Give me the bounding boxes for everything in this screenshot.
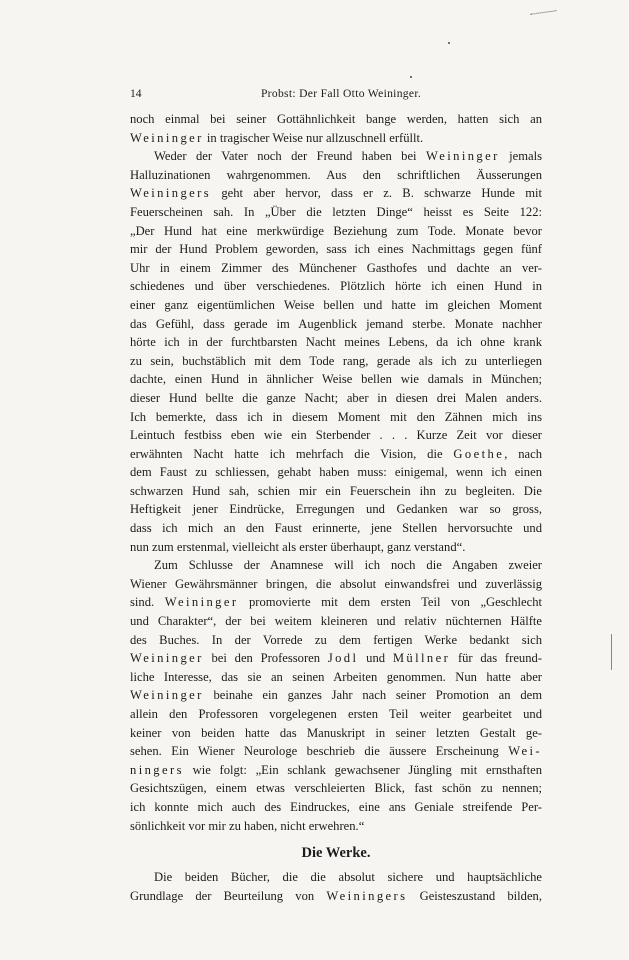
text-line: allein den Professoren vorgelegenen ersten Teil weiter gearbeitet und	[130, 707, 542, 721]
scan-edge-mark	[611, 634, 612, 670]
text-line: Halluzinationen wahrgenommen. Aus den schriftlichen Äusserungen	[130, 167, 542, 182]
body-text	[130, 110, 542, 905]
text-line: keiner von beiden hatte das Manuskript in seiner letzten Gestalt ge-	[130, 725, 542, 740]
text-line: das Gefühl, dass gerade im Augenblick jemand sterbe. Monate nachher	[130, 316, 542, 331]
spaced-name: Weininger	[130, 688, 204, 703]
text-line: Weininger in tragischer Weise nur allzuschnell erfüllt.	[130, 130, 424, 145]
text-line: Uhr in einem Zimmer des Münchener Gasthofes und dachte an ver-	[130, 260, 542, 275]
text-line: Weiningers geht aber hervor, dass er z. B. schwarze Hunde mit	[130, 186, 542, 201]
text-line: nun zum erstenmal, vielleicht als erster überhaupt, ganz verstand“.	[130, 539, 466, 554]
text-line: Leintuch festbiss eben wie ein Sterbender . . . Kurze Zeit vor dieser	[130, 428, 542, 443]
ink-smudge	[530, 2, 557, 15]
text-line: dem Faust zu schliessen, gehabt haben muss: einigemal, wenn ich einen	[130, 465, 542, 480]
text-line: hörte ich in der furchtbarsten Nacht meines Lebens, da ich ohne krank	[130, 335, 542, 350]
text-line: sönlichkeit vor mir zu haben, nicht erwehren.“	[130, 818, 365, 833]
text-line: Weininger beinahe ein ganzes Jahr nach seiner Promotion an dem	[130, 688, 542, 703]
text-line: schiedenes und über verschiedenes. Plötzlich hörte ich einen Hund in	[130, 279, 542, 294]
spaced-name: Weininger	[130, 651, 204, 666]
ink-speck	[410, 76, 412, 78]
text-line: einer ganz eigentümlichen Weise bellen und hatte im gleichen Moment	[130, 297, 542, 312]
spaced-name: Goethe	[453, 446, 505, 461]
text-line: sind. Weininger promovierte mit dem ersten Teil von „Geschlecht	[130, 595, 542, 610]
text-line: Die beiden Bücher, die die absolut sichere und hauptsächliche	[154, 870, 542, 885]
running-head	[130, 84, 542, 104]
text-line: sehen. Ein Wiener Neurologe beschrieb die äussere Erscheinung Wei-	[130, 744, 542, 759]
text-line: Grundlage der Beurteilung von Weiningers Geisteszustand bilden,	[130, 888, 542, 903]
spaced-name: Wei-	[508, 744, 542, 759]
section-heading: Die Werke.	[301, 845, 371, 862]
text-line: Weder der Vater noch der Freund haben bei Weininger jemals	[154, 149, 542, 164]
spaced-name: Weininger	[130, 130, 204, 145]
spaced-name: Jodl	[327, 651, 359, 666]
spaced-name: Weininger	[425, 149, 500, 164]
text-line: dachte, einen Hund in ähnlicher Weise bellen wie damals in München;	[130, 372, 542, 387]
text-line: dieser Hund bellte die ganze Nacht; aber in diesen drei Malen anders.	[130, 390, 542, 405]
ink-speck	[448, 42, 450, 44]
text-line: ningers wie folgt: „Ein schlank gewachsener Jüngling mit ernsthaften	[130, 762, 542, 777]
text-line: „Der Hund hat eine merkwürdige Beziehung zum Tode. Monate bevor	[130, 223, 542, 238]
text-line: des Buches. In der Vorrede zu dem fertigen Werke bedankt sich	[130, 632, 542, 647]
running-title: Probst: Der Fall Otto Weininger.	[260, 87, 422, 100]
page-number: 14	[130, 87, 142, 100]
text-line: Gesichtszügen, einem etwas verschleierten Blick, fast schön zu nennen;	[130, 781, 542, 796]
text-line: liche Interesse, das sie an seinen Arbeiten genommen. Nun hatte aber	[130, 669, 542, 684]
spaced-name: ningers	[130, 762, 184, 777]
text-line: zu sein, buchstäblich mit dem Tode rang, gerade als ich zu unterliegen	[130, 353, 542, 368]
spaced-name: Weiningers	[130, 186, 212, 201]
spaced-name: Weiningers	[326, 888, 408, 903]
text-line: dass ich mich an den Faust erinnerte, jene Stellen hervorsuchte und	[130, 521, 542, 536]
text-line: noch einmal bei seiner Gottähnlichkeit bange werden, hatten sich an	[130, 112, 542, 126]
spaced-name: Weininger	[164, 595, 239, 610]
text-line: schwarzen Hund sah, schien mir ein Feuerschein ihn zu begleiten. Die	[130, 483, 542, 498]
text-line: und Charakter“, der bei weitem kleineren und relativ nüchternen Hälfte	[130, 614, 542, 629]
text-line: Ich bemerkte, dass ich in diesem Moment mit den Zähnen mich ins	[130, 409, 542, 424]
text-line: Feuerscheinen sah. In „Über die letzten Dinge“ heisst es Seite 122:	[130, 204, 542, 219]
spaced-name: Müllner	[392, 651, 451, 666]
text-line: Wiener Gewährsmänner bringen, die absolut einwandsfrei und zuverlässig	[130, 576, 542, 591]
text-line: ich konnte mich auch des Eindruckes, eine ans Geniale streifende Per-	[130, 799, 542, 814]
text-line: Heftigkeit jener Eindrücke, Erregungen und Gedanken war so gross,	[130, 502, 542, 517]
text-line: Weininger bei den Professoren Jodl und Müllner für das freund-	[130, 651, 542, 666]
text-line: mir der Hund Problem geworden, sass ich eines Nachmittags gegen fünf	[130, 242, 542, 257]
text-line: Zum Schlusse der Anamnese will ich noch die Angaben zweier	[154, 558, 542, 573]
text-line: erwähnten Nacht hatte ich mehrfach die Vision, die Goethe, nach	[130, 446, 542, 461]
